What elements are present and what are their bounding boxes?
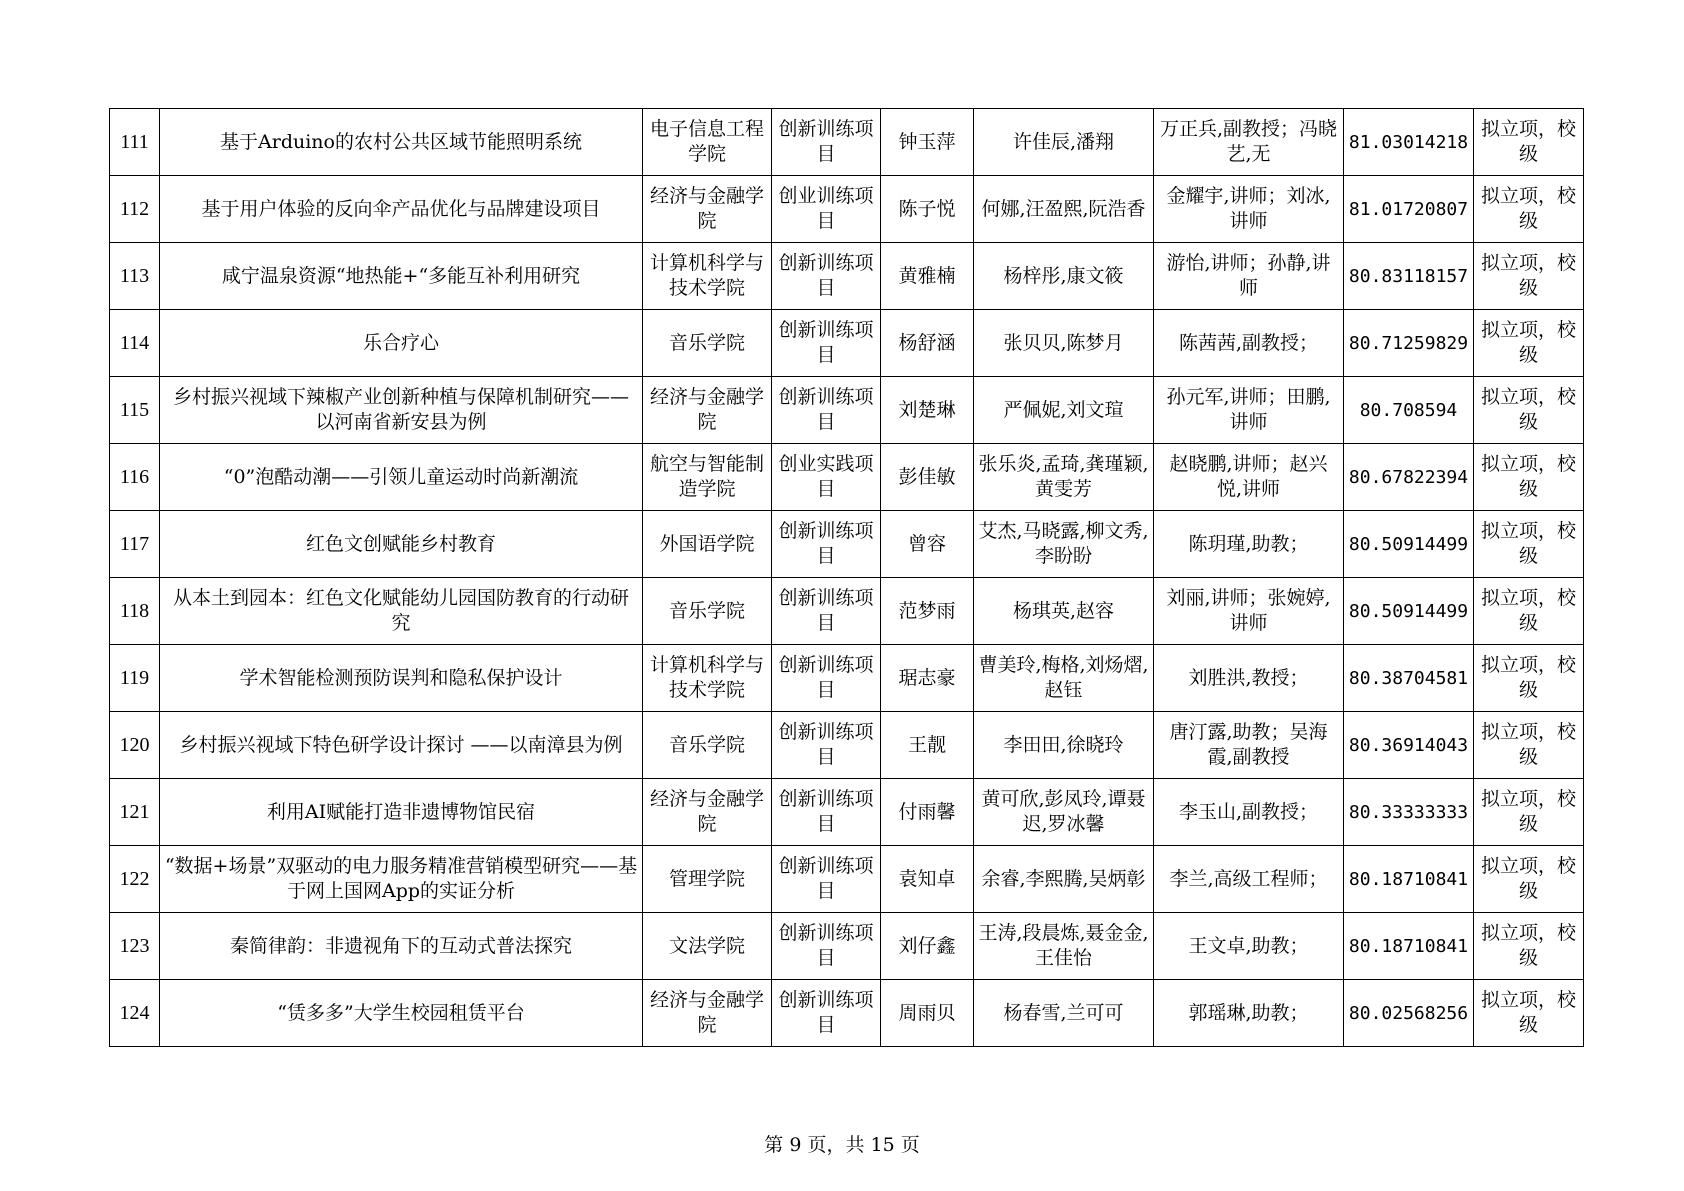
project-leader-cell: 付雨馨 (881, 779, 974, 846)
score-cell: 80.50914499 (1344, 511, 1474, 578)
advisor-cell: 刘丽,讲师；张婉婷,讲师 (1154, 578, 1344, 645)
project-type-cell: 创新训练项目 (772, 980, 881, 1047)
advisor-cell: 万正兵,副教授；冯晓艺,无 (1154, 109, 1344, 176)
table-row (110, 310, 1584, 377)
row-number-cell: 119 (110, 645, 160, 712)
table-row (110, 511, 1584, 578)
project-title-cell: 秦简律韵：非遗视角下的互动式普法探究 (160, 913, 643, 980)
project-leader-cell: 曾容 (881, 511, 974, 578)
project-title-cell: 从本土到园本：红色文化赋能幼儿园国防教育的行动研究 (160, 578, 643, 645)
team-members-cell: 余睿,李熙腾,吴炳彰 (974, 846, 1154, 913)
result-status-cell: 拟立项，校级 (1474, 377, 1584, 444)
advisor-cell: 唐汀露,助教；吴海霞,副教授 (1154, 712, 1344, 779)
score-cell: 80.67822394 (1344, 444, 1474, 511)
college-cell: 航空与智能制造学院 (643, 444, 772, 511)
project-type-cell: 创新训练项目 (772, 846, 881, 913)
team-members-cell: 王涛,段晨炼,聂金金,王佳怡 (974, 913, 1154, 980)
row-number-cell: 112 (110, 176, 160, 243)
college-cell: 音乐学院 (643, 712, 772, 779)
result-status-cell: 拟立项，校级 (1474, 444, 1584, 511)
project-title-cell: 基于用户体验的反向伞产品优化与品牌建设项目 (160, 176, 643, 243)
project-title-cell: 乐合疗心 (160, 310, 643, 377)
advisor-cell: 金耀宇,讲师；刘冰,讲师 (1154, 176, 1344, 243)
score-cell: 80.83118157 (1344, 243, 1474, 310)
result-status-cell: 拟立项，校级 (1474, 779, 1584, 846)
team-members-cell: 曹美玲,梅格,刘炀熠,赵钰 (974, 645, 1154, 712)
score-cell: 80.38704581 (1344, 645, 1474, 712)
row-number-cell: 118 (110, 578, 160, 645)
project-leader-cell: 袁知卓 (881, 846, 974, 913)
advisor-cell: 李玉山,副教授； (1154, 779, 1344, 846)
row-number-cell: 122 (110, 846, 160, 913)
table-row (110, 176, 1584, 243)
project-type-cell: 创新训练项目 (772, 779, 881, 846)
advisor-cell: 刘胜洪,教授； (1154, 645, 1344, 712)
team-members-cell: 严佩妮,刘文瑄 (974, 377, 1154, 444)
score-cell: 80.50914499 (1344, 578, 1474, 645)
project-type-cell: 创新训练项目 (772, 645, 881, 712)
project-title-cell: 基于Arduino的农村公共区域节能照明系统 (160, 109, 643, 176)
row-number-cell: 124 (110, 980, 160, 1047)
result-status-cell: 拟立项，校级 (1474, 578, 1584, 645)
project-leader-cell: 黄雅楠 (881, 243, 974, 310)
row-number-cell: 123 (110, 913, 160, 980)
project-title-cell: “0”泡酷动潮——引领儿童运动时尚新潮流 (160, 444, 643, 511)
college-cell: 经济与金融学院 (643, 377, 772, 444)
college-cell: 文法学院 (643, 913, 772, 980)
project-leader-cell: 王靓 (881, 712, 974, 779)
table-row (110, 712, 1584, 779)
project-type-cell: 创业训练项目 (772, 176, 881, 243)
project-leader-cell: 周雨贝 (881, 980, 974, 1047)
project-title-cell: 乡村振兴视域下特色研学设计探讨 ——以南漳县为例 (160, 712, 643, 779)
row-number-cell: 116 (110, 444, 160, 511)
team-members-cell: 许佳辰,潘翔 (974, 109, 1154, 176)
score-cell: 80.36914043 (1344, 712, 1474, 779)
college-cell: 经济与金融学院 (643, 980, 772, 1047)
college-cell: 经济与金融学院 (643, 779, 772, 846)
project-title-cell: “赁多多”大学生校园租赁平台 (160, 980, 643, 1047)
table-row (110, 779, 1584, 846)
project-leader-cell: 刘楚琳 (881, 377, 974, 444)
row-number-cell: 115 (110, 377, 160, 444)
team-members-cell: 艾杰,马晓露,柳文秀,李盼盼 (974, 511, 1154, 578)
result-status-cell: 拟立项，校级 (1474, 511, 1584, 578)
score-cell: 80.71259829 (1344, 310, 1474, 377)
project-type-cell: 创新训练项目 (772, 578, 881, 645)
team-members-cell: 杨梓彤,康文筱 (974, 243, 1154, 310)
result-status-cell: 拟立项，校级 (1474, 176, 1584, 243)
table-row (110, 980, 1584, 1047)
college-cell: 计算机科学与技术学院 (643, 645, 772, 712)
team-members-cell: 张乐炎,孟琦,龚瑾颖,黄雯芳 (974, 444, 1154, 511)
result-status-cell: 拟立项，校级 (1474, 109, 1584, 176)
row-number-cell: 120 (110, 712, 160, 779)
table-row (110, 444, 1584, 511)
advisor-cell: 游怡,讲师；孙静,讲师 (1154, 243, 1344, 310)
table-row (110, 377, 1584, 444)
project-leader-cell: 钟玉萍 (881, 109, 974, 176)
project-type-cell: 创业实践项目 (772, 444, 881, 511)
project-type-cell: 创新训练项目 (772, 109, 881, 176)
team-members-cell: 张贝贝,陈梦月 (974, 310, 1154, 377)
row-number-cell: 111 (110, 109, 160, 176)
score-cell: 80.18710841 (1344, 846, 1474, 913)
result-status-cell: 拟立项，校级 (1474, 243, 1584, 310)
college-cell: 经济与金融学院 (643, 176, 772, 243)
row-number-cell: 113 (110, 243, 160, 310)
table-row (110, 109, 1584, 176)
project-leader-cell: 琚志豪 (881, 645, 974, 712)
advisor-cell: 赵晓鹏,讲师；赵兴悦,讲师 (1154, 444, 1344, 511)
row-number-cell: 114 (110, 310, 160, 377)
table-row (110, 846, 1584, 913)
project-type-cell: 创新训练项目 (772, 913, 881, 980)
project-type-cell: 创新训练项目 (772, 511, 881, 578)
page-footer: 第 9 页，共 15 页 (764, 1134, 920, 1156)
score-cell: 80.33333333 (1344, 779, 1474, 846)
project-title-cell: 乡村振兴视域下辣椒产业创新种植与保障机制研究——以河南省新安县为例 (160, 377, 643, 444)
result-status-cell: 拟立项，校级 (1474, 846, 1584, 913)
team-members-cell: 杨春雪,兰可可 (974, 980, 1154, 1047)
advisor-cell: 李兰,高级工程师； (1154, 846, 1344, 913)
project-title-cell: “数据+场景”双驱动的电力服务精准营销模型研究——基于网上国网App的实证分析 (160, 846, 643, 913)
result-status-cell: 拟立项，校级 (1474, 645, 1584, 712)
team-members-cell: 李田田,徐晓玲 (974, 712, 1154, 779)
college-cell: 音乐学院 (643, 578, 772, 645)
advisor-cell: 孙元军,讲师；田鹏,讲师 (1154, 377, 1344, 444)
college-cell: 计算机科学与技术学院 (643, 243, 772, 310)
team-members-cell: 杨琪英,赵容 (974, 578, 1154, 645)
result-status-cell: 拟立项，校级 (1474, 980, 1584, 1047)
advisor-cell: 陈玥瑾,助教； (1154, 511, 1344, 578)
row-number-cell: 121 (110, 779, 160, 846)
score-cell: 80.708594 (1344, 377, 1474, 444)
result-status-cell: 拟立项，校级 (1474, 712, 1584, 779)
project-type-cell: 创新训练项目 (772, 377, 881, 444)
project-title-cell: 红色文创赋能乡村教育 (160, 511, 643, 578)
score-cell: 81.03014218 (1344, 109, 1474, 176)
score-cell: 80.18710841 (1344, 913, 1474, 980)
result-status-cell: 拟立项，校级 (1474, 310, 1584, 377)
project-leader-cell: 彭佳敏 (881, 444, 974, 511)
score-cell: 81.01720807 (1344, 176, 1474, 243)
project-type-cell: 创新训练项目 (772, 310, 881, 377)
college-cell: 音乐学院 (643, 310, 772, 377)
project-type-cell: 创新训练项目 (772, 712, 881, 779)
row-number-cell: 117 (110, 511, 160, 578)
project-title-cell: 学术智能检测预防误判和隐私保护设计 (160, 645, 643, 712)
table-body (110, 109, 1584, 1047)
college-cell: 电子信息工程学院 (643, 109, 772, 176)
project-leader-cell: 陈子悦 (881, 176, 974, 243)
team-members-cell: 黄可欣,彭凤玲,谭聂迟,罗冰馨 (974, 779, 1154, 846)
table-row (110, 578, 1584, 645)
team-members-cell: 何娜,汪盈熙,阮浩香 (974, 176, 1154, 243)
project-table (109, 108, 1584, 1047)
college-cell: 外国语学院 (643, 511, 772, 578)
college-cell: 管理学院 (643, 846, 772, 913)
project-title-cell: 咸宁温泉资源“地热能+“多能互补利用研究 (160, 243, 643, 310)
project-type-cell: 创新训练项目 (772, 243, 881, 310)
project-title-cell: 利用AI赋能打造非遗博物馆民宿 (160, 779, 643, 846)
advisor-cell: 郭瑶琳,助教； (1154, 980, 1344, 1047)
score-cell: 80.02568256 (1344, 980, 1474, 1047)
advisor-cell: 陈茜茜,副教授； (1154, 310, 1344, 377)
project-leader-cell: 刘仔鑫 (881, 913, 974, 980)
result-status-cell: 拟立项，校级 (1474, 913, 1584, 980)
table-row (110, 645, 1584, 712)
table-row (110, 243, 1584, 310)
project-leader-cell: 杨舒涵 (881, 310, 974, 377)
project-leader-cell: 范梦雨 (881, 578, 974, 645)
table-row (110, 913, 1584, 980)
advisor-cell: 王文卓,助教； (1154, 913, 1344, 980)
